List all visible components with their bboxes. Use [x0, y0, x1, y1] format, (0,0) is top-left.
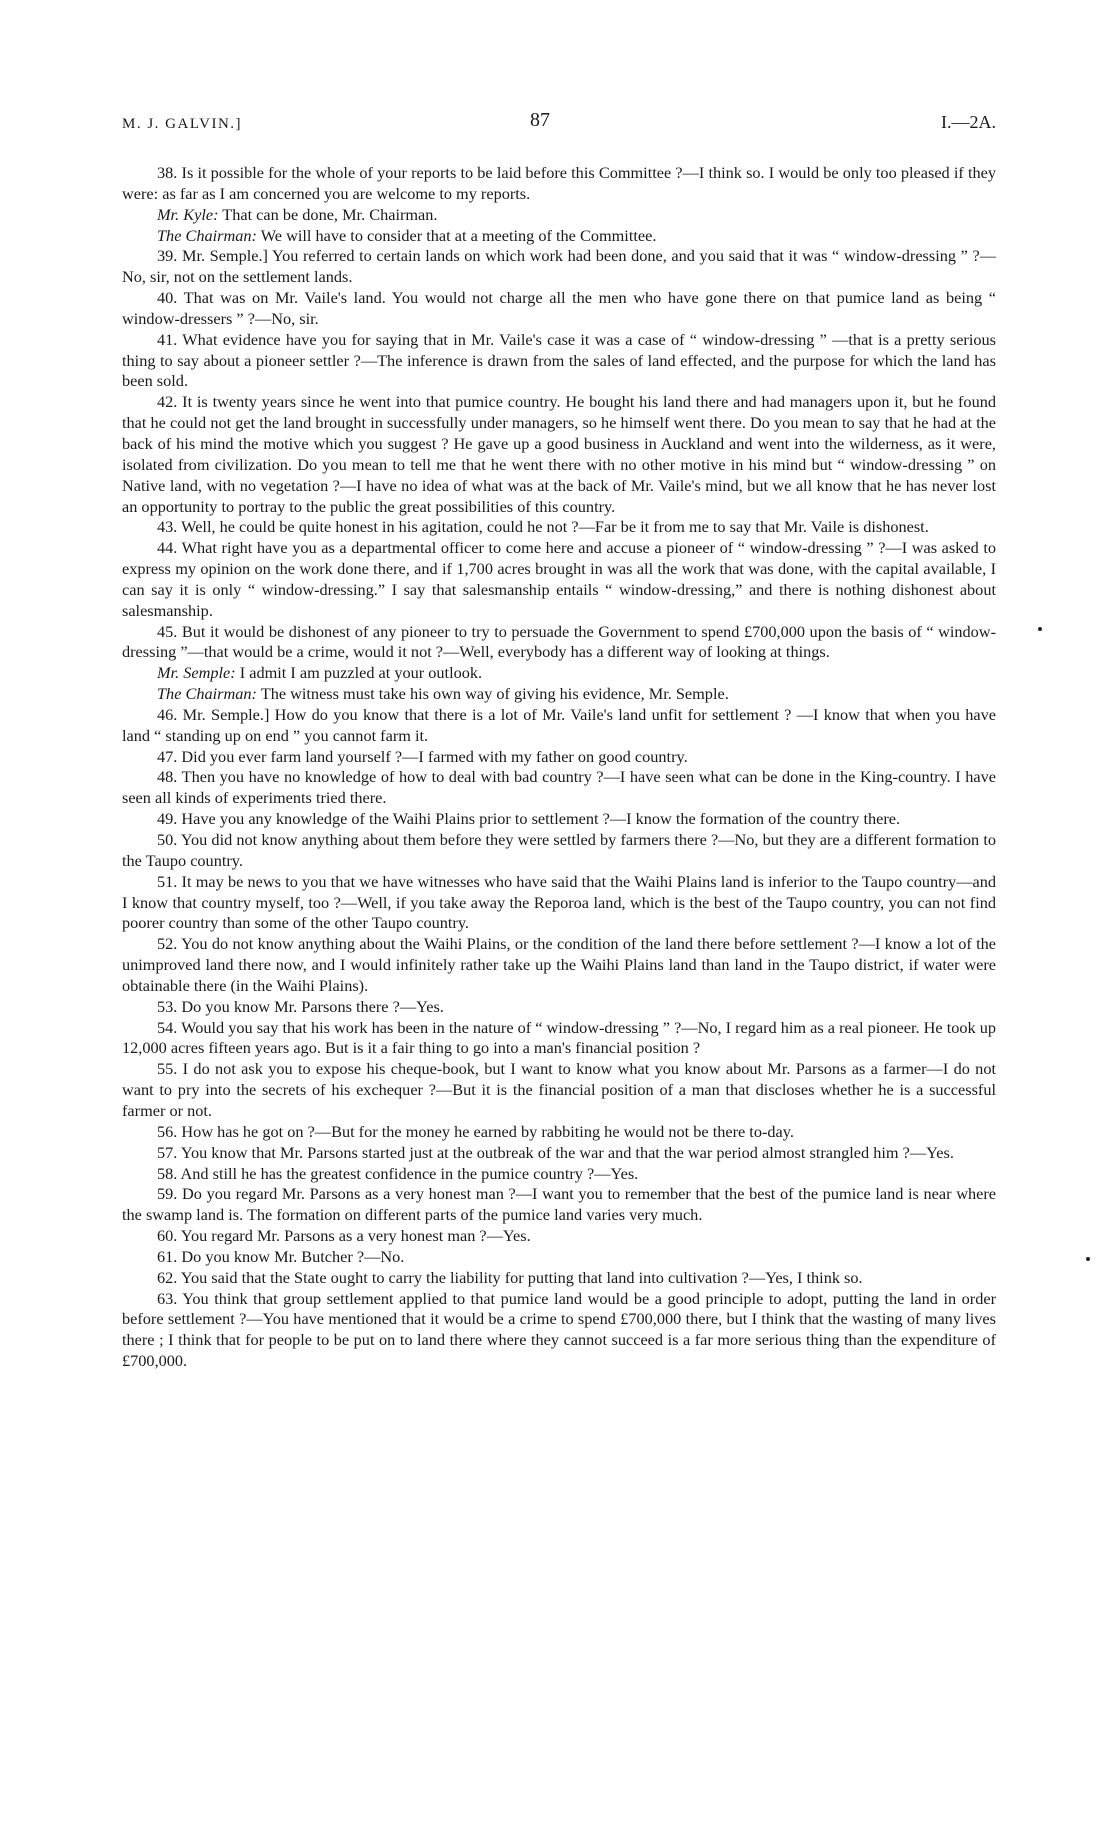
paragraph-text: 54. Would you say that his work has been in the nature of “ window-dressing ” ?—No, I regard him as a real pioneer. He took up 12,000 acres fifteen years ago. But is it a fair thing to go into a man's financial position ? — [122, 1017, 996, 1058]
scan-speck — [1086, 1257, 1090, 1261]
evidence-body — [122, 163, 996, 1372]
paragraph-text: 63. You think that group settlement applied to that pumice land would be a good principle to adopt, putting the land in order before settlement ?—You have mentioned that it would be a crime to spend £700,000 there, but I think that the wasting of many lives there ; I think that for people to be put on to land there where they cannot succeed is a far more serious thing than the expenditure of £700,000. — [122, 1288, 996, 1371]
paragraph — [122, 1184, 996, 1226]
paragraph — [122, 205, 996, 226]
paragraph-text: 44. What right have you as a departmental officer to come here and accuse a pioneer of “ window-dressing ” ?—I was asked to express my opinion on the work done there, and if 1,700 acres brought in was all the work that was done, with the capital available, I can say it is only “ window-dressing.” I say that salesmanship entails “ window-dressing,” and there is nothing dishonest about salesmanship. — [122, 538, 996, 620]
paragraph — [122, 163, 996, 205]
paragraph — [122, 517, 996, 538]
paragraph-text: 60. You regard Mr. Parsons as a very honest man ?—Yes. — [157, 1226, 531, 1246]
paragraph — [122, 392, 996, 517]
header-witness-name: M. J. GALVIN.] — [122, 116, 243, 132]
paragraph-text: 42. It is twenty years since he went into that pumice country. He bought his land there and had managers upon it, but he found that he could not get the land brought in successfully under managers, so he himself went there. Do you mean to say that he had at the back of his mind the motive which you suggest ? He gave up a good business in Auckland and went into the wilderness, as it were, isolated from civilization. Do you mean to tell me that he went there with no other motive in his mind but “ window-dressing ” on Native land, with no vegetation ?—I have no idea of what was at the back of Mr. Vaile's mind, but we all know that he has never lost an opportunity to portray to the public the great possibilities of this country. — [122, 392, 996, 516]
speaker-label: The Chairman: — [157, 684, 257, 704]
paragraph-text: 41. What evidence have you for saying that in Mr. Vaile's case it was a case of “ window-dressing ” —that is a pretty serious thing to say about a pioneer settler ?—The inference is drawn from the sales of land effected, and the purpose for which the land has been sold. — [122, 329, 996, 391]
paragraph — [122, 767, 996, 809]
paragraph-text: 51. It may be news to you that we have witnesses who have said that the Waihi Plains land is inferior to the Taupo country—and I know that country myself, too ?—Well, if you take away the Reporoa land, which is the best of the Taupo country, you can not find poorer country than some of the other Taupo country. — [122, 871, 996, 933]
paragraph-text: That can be done, Mr. Chairman. — [218, 204, 438, 224]
document-reference: I.—2A. — [941, 112, 996, 132]
speaker-label: The Chairman: — [157, 225, 257, 245]
paragraph-text: 43. Well, he could be quite honest in his agitation, could he not ?—Far be it from me to say that Mr. Vaile is dishonest. — [157, 517, 929, 537]
paragraph — [122, 622, 996, 664]
paragraph-text: 56. How has he got on ?—But for the money he earned by rabbiting he would not be there to-day. — [157, 1121, 794, 1141]
paragraph-text: 62. You said that the State ought to carry the liability for putting that land into cultivation ?—Yes, I think so. — [157, 1267, 863, 1287]
paragraph — [122, 226, 996, 247]
paragraph — [122, 288, 996, 330]
paragraph — [122, 1268, 996, 1289]
paragraph-text: I admit I am puzzled at your outlook. — [235, 663, 483, 683]
paragraph — [122, 809, 996, 830]
paragraph-text: 55. I do not ask you to expose his cheque-book, but I want to know what you know about Mr. Parsons as a farmer—I do not want to pry into the secrets of his exchequer ?—But it is the financial position of a man that discloses whether he is a successful farmer or not. — [122, 1059, 996, 1120]
paragraph-text: 58. And still he has the greatest confidence in the pumice country ?—Yes. — [157, 1163, 639, 1183]
paragraph-text: 40. That was on Mr. Vaile's land. You would not charge all the men who have gone there on that pumice land as being “ window-dressers ” ?—No, sir. — [122, 288, 996, 328]
paragraph-text: We will have to consider that at a meeting of the Committee. — [256, 225, 657, 245]
paragraph — [122, 705, 996, 747]
paragraph — [122, 663, 996, 684]
paragraph — [122, 538, 996, 621]
paragraph — [122, 997, 996, 1018]
paragraph-text: 59. Do you regard Mr. Parsons as a very honest man ?—I want you to remember that the best of the pumice land is near where the swamp land is. The formation on different parts of the pumice land varies very much. — [122, 1184, 996, 1225]
paragraph — [122, 1122, 996, 1143]
paragraph — [122, 246, 996, 288]
page-number: 87 — [530, 109, 550, 131]
paragraph-text: 46. Mr. Semple.] How do you know that there is a lot of Mr. Vaile's land unfit for settlement ? —I know that when you have land “ standing up on end ” you cannot farm it. — [122, 704, 996, 745]
paragraph-text: 61. Do you know Mr. Butcher ?—No. — [157, 1246, 405, 1266]
paragraph-text: 50. You did not know anything about them before they were settled by farmers there ?—No, but they are a different formation to the Taupo country. — [122, 830, 996, 870]
paragraph-text: 48. Then you have no knowledge of how to deal with bad country ?—I have seen what can be done in the King-country. I have seen all kinds of experiments tried there. — [122, 767, 996, 808]
paragraph-text: 49. Have you any knowledge of the Waihi Plains prior to settlement ?—I know the formation of the country there. — [157, 809, 901, 829]
paragraph — [122, 1226, 996, 1247]
paragraph — [122, 330, 996, 393]
paragraph — [122, 684, 996, 705]
document-page — [122, 110, 996, 1372]
paragraph-text: 57. You know that Mr. Parsons started just at the outbreak of the war and that the war period almost strangled him ?—Yes. — [157, 1142, 954, 1162]
paragraph — [122, 1247, 996, 1268]
paragraph — [122, 872, 996, 935]
paragraph-text: 39. Mr. Semple.] You referred to certain lands on which work had been done, and you said that it was “ window-dressing ” ?—No, sir, not on the settlement lands. — [122, 246, 996, 287]
paragraph — [122, 747, 996, 768]
paragraph — [122, 1059, 996, 1122]
paragraph-text: 47. Did you ever farm land yourself ?—I farmed with my father on good country. — [157, 746, 688, 766]
paragraph — [122, 1018, 996, 1060]
paragraph — [122, 1164, 996, 1185]
speaker-label: Mr. Kyle: — [157, 204, 219, 224]
paragraph-text: The witness must take his own way of giving his evidence, Mr. Semple. — [256, 684, 729, 704]
scan-speck — [1038, 627, 1042, 631]
paragraph-text: 52. You do not know anything about the Waihi Plains, or the condition of the land there before settlement ?—I know a lot of the unimproved land there now, and I would infinitely rather take up the Waihi Plains land than land in the Taupo district, if water were obtainable there (in the Waihi Plains). — [122, 934, 996, 995]
paragraph — [122, 1143, 996, 1164]
paragraph-text: 38. Is it possible for the whole of your reports to be laid before this Committee ?—I think so. I would be only too pleased if they were: as far as I am concerned you are welcome to my reports. — [122, 163, 996, 203]
page-header — [122, 110, 996, 140]
paragraph — [122, 1289, 996, 1372]
paragraph — [122, 830, 996, 872]
paragraph-text: 53. Do you know Mr. Parsons there ?—Yes. — [157, 996, 444, 1016]
paragraph-text: 45. But it would be dishonest of any pioneer to try to persuade the Government to spend £700,000 upon the basis of “ window-dressing ”—that would be a crime, would it not ?—Well, everybody has a different way of looking at things. — [122, 621, 996, 662]
paragraph — [122, 934, 996, 997]
speaker-label: Mr. Semple: — [157, 663, 236, 683]
